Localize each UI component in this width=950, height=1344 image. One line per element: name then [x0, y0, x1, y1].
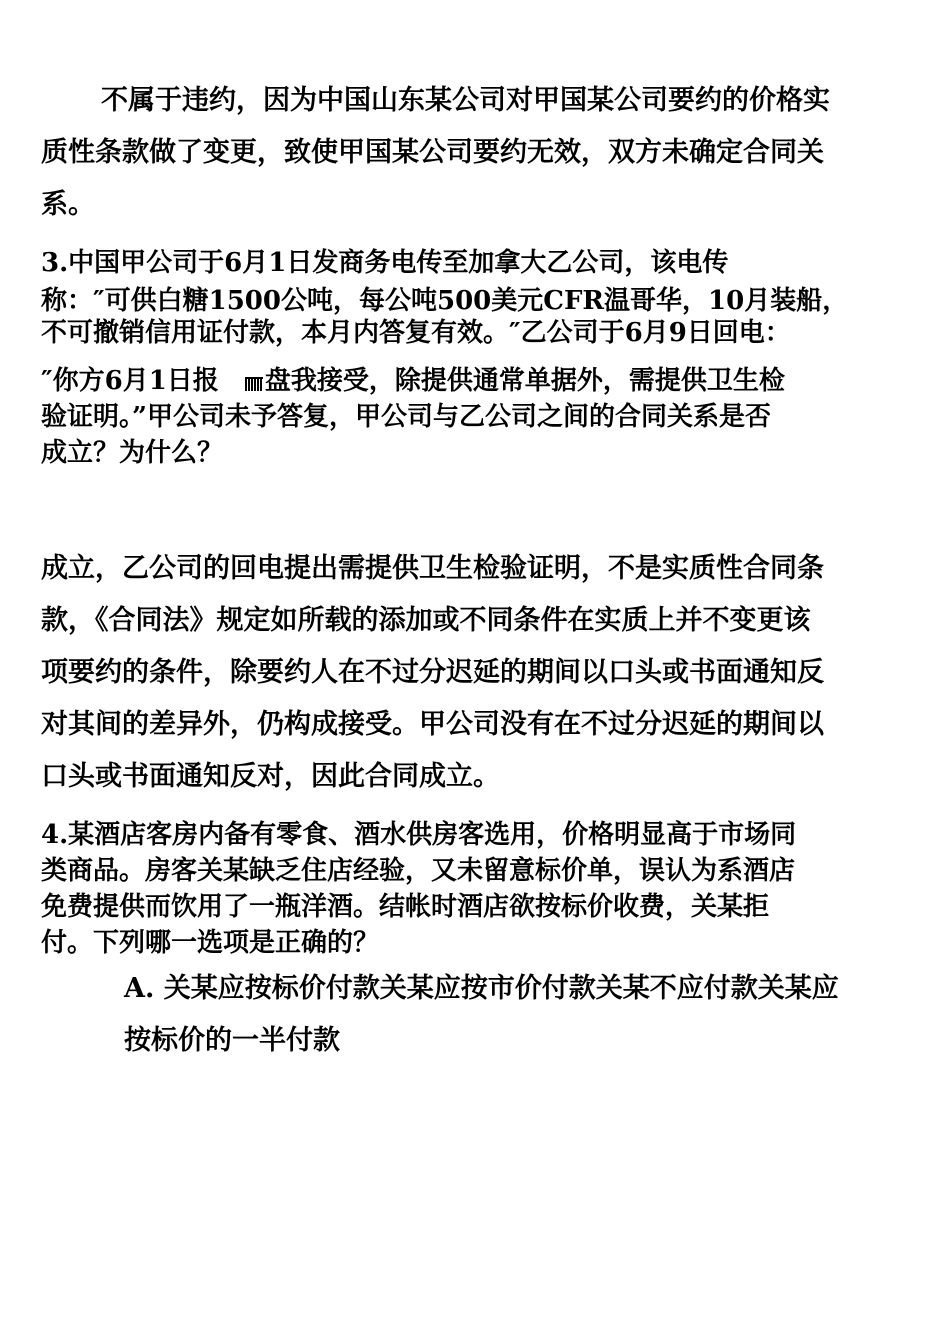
answer-3-line-3: 项要约的条件，除要约人在不过分迟延的期间以口头或书面通知反	[41, 657, 824, 688]
answer-3-line-2: 款，《合同法》规定如所载的添加或不同条件在实质上并不变更该	[41, 605, 811, 636]
question-3-line-5: 验证明。”甲公司未予答复，甲公司与乙公司之间的合同关系是否	[41, 402, 771, 432]
question-4-line-3: 免费提供而饮用了一瓶洋酒。结帐时酒店欲按标价收费，关某拒	[41, 892, 770, 922]
question-4-line-2: 类商品。房客关某缺乏住店经验，又未留意标价单，误认为系酒店	[41, 856, 796, 886]
question-4-line-4: 付。下列哪一选项是正确的？	[41, 928, 380, 958]
question-4-line-1: 4.某酒店客房内备有零食、酒水供房客选用，价格明显高于市场同	[41, 820, 797, 850]
option-a-line-1: A. 关某应按标价付款关某应按市价付款关某不应付款关某应	[124, 973, 839, 1004]
answer-3-line-1: 成立，乙公司的回电提出需提供卫生检验证明，不是实质性合同条	[41, 553, 824, 584]
paragraph-1-line-2: 质性条款做了变更，致使甲国某公司要约无效，双方未确定合同关	[41, 137, 824, 168]
answer-3-line-5: 口头或书面通知反对，因此合同成立。	[41, 761, 500, 792]
scan-artifact-icon	[245, 377, 263, 391]
answer-3-line-4: 对其间的差异外，仍构成接受。甲公司没有在不过分迟延的期间以	[41, 709, 824, 740]
question-3-line-1: 3.中国甲公司于6月1日发商务电传至加拿大乙公司，该电传	[41, 248, 729, 278]
question-3-line-4-part-b: 盘我接受，除提供通常单据外，需提供卫生检	[264, 366, 785, 396]
paragraph-1-line-3: 系。	[41, 189, 95, 220]
question-3-line-4-part-a: ″你方6月1日报	[41, 366, 219, 396]
paragraph-1-line-1: 不属于违约，因为中国山东某公司对甲国某公司要约的价格实	[101, 85, 830, 116]
question-3-line-4	[41, 364, 785, 398]
question-3-line-6: 成立？为什么？	[41, 438, 224, 468]
option-a-line-2: 按标价的一半付款	[124, 1025, 340, 1056]
question-3-line-3: 不可撤销信用证付款，本月内答复有效。″乙公司于6月9日回电：	[41, 318, 791, 348]
question-3-line-2: 称：″可供白糖1500公吨，每公吨500美元CFR温哥华，10月装船，	[41, 286, 849, 316]
